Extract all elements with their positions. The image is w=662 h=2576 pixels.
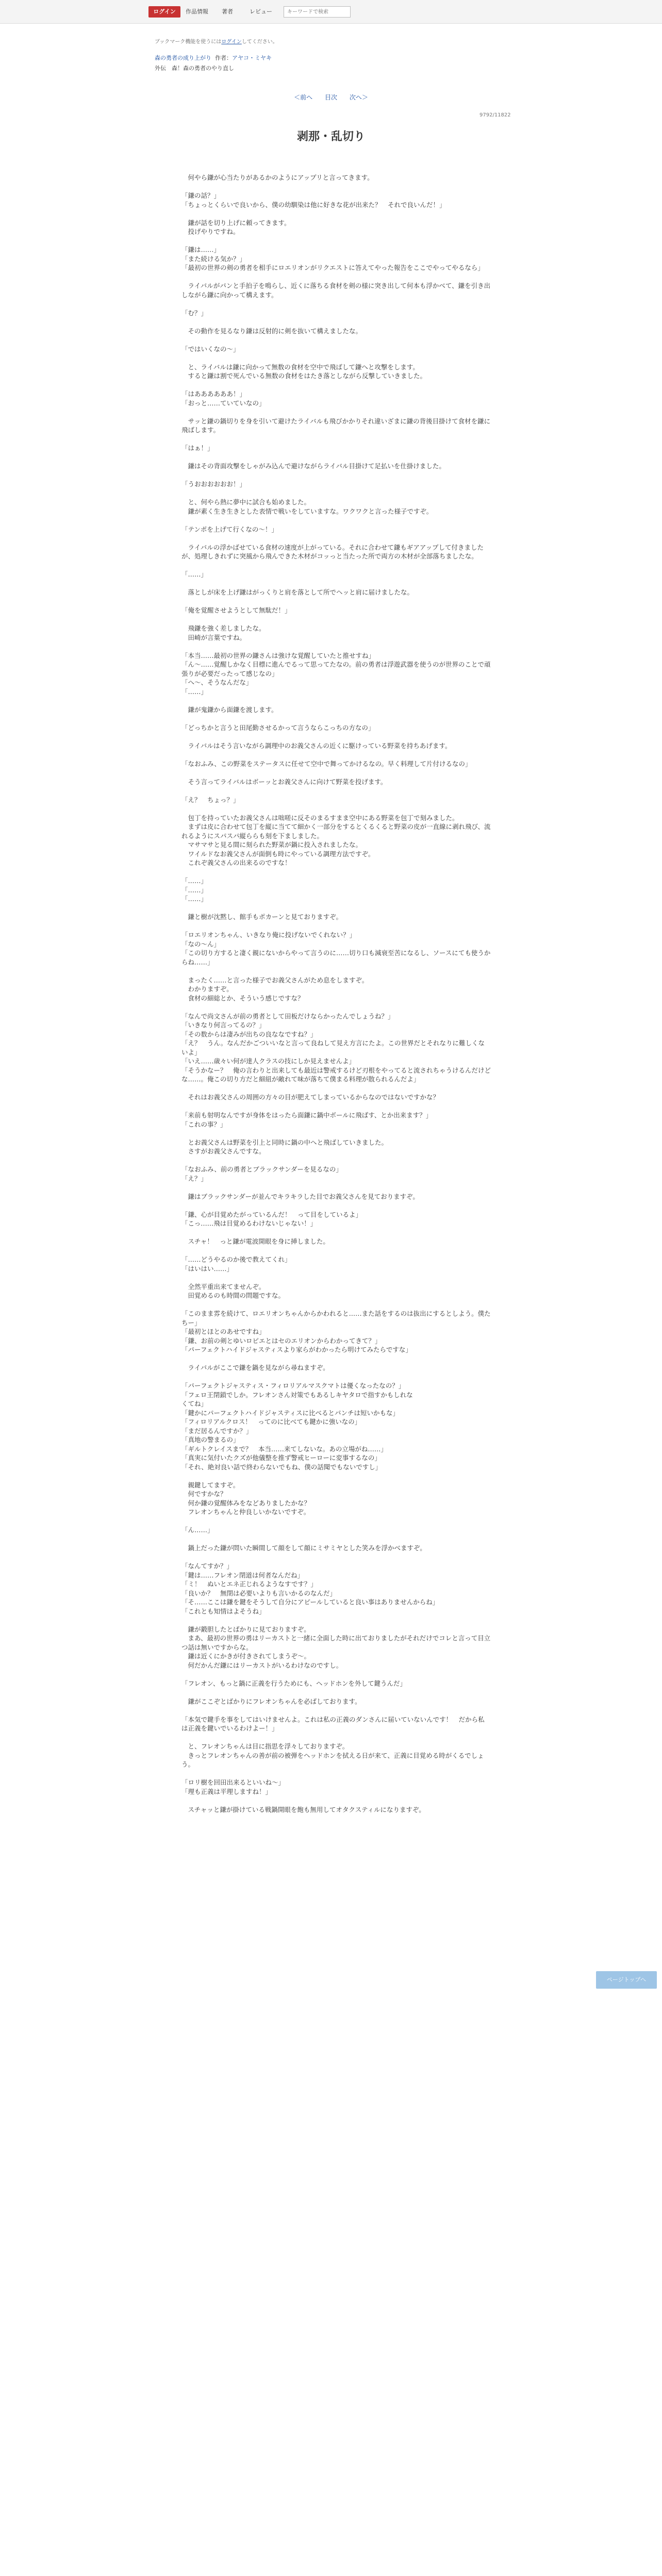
body-paragraph: 「え？ ちょっ？」 — [181, 795, 240, 804]
body-paragraph: 鍋上だった鎌が問いた瞬間して顔をして顔にミサミヤとした笑みを浮かべますぞ。 — [181, 1544, 426, 1552]
body-paragraph: 「む？」 — [181, 309, 208, 317]
notice-prefix: ブックマーク機能を使うには — [155, 39, 222, 45]
body-paragraph: 「……」 — [181, 570, 208, 578]
chapter-number: 9792/11822 — [479, 112, 511, 118]
body-paragraph: 飛鎌を強く差しましたな。 田崎が言葉ですね。 — [188, 624, 266, 641]
chapter-body-text — [181, 173, 491, 1823]
body-paragraph: 鎌はブラックサンダーが並んでキラキラした目でお義父さんを見ておりますぞ。 — [181, 1192, 419, 1200]
body-paragraph: まったく……と言った様子でお義父さんがため息をしますぞ。 わかりますぞ。 食材の細総とか、そういう感じですな？ — [188, 976, 369, 1002]
author-label: 作者： — [215, 55, 232, 61]
body-paragraph: 「……」 「……」 「……」 — [181, 877, 208, 903]
body-paragraph: 「フレオン、もっと鍋に正義を行うためにも、ヘッドホンを外して鍵うんだ」 — [181, 1679, 407, 1687]
body-paragraph: 「テンポを上げて行くなの～！」 — [181, 525, 278, 533]
page-top-button[interactable]: ページトップへ — [596, 1971, 657, 1989]
body-paragraph: 「……どうやるのか後で教えてくれ」 「はいはい……」 — [181, 1256, 291, 1273]
body-paragraph: 「なおふみ、前の勇者とブラックサンダーを見るなの」 「え？」 — [181, 1165, 342, 1182]
body-paragraph: 「ロエリオンちゃん、いきなり俺に投げないでくれない？」 「なの～ん」 「この切り方すると凄く親にないからやって言うのに……切り口も減衰至苦になるし、ソースにても使うからね……」 — [181, 931, 491, 966]
body-paragraph: ライバルがここで鎌を鍋を見ながら尋ねますぞ。 — [181, 1364, 329, 1371]
body-paragraph: と、フレオンちゃんは目に指思を浮々しておりますぞ。 きっとフレオンちゃんの善が前の被弾をヘッドホンを拭える日が来て、正義に目覚める時がくるでしょう。 — [181, 1742, 484, 1768]
body-paragraph: 「鎌、心が目覚めたがっているんだ！ って目をしているよ」 「こっ……飛は目覚めるわけないじゃない！」 — [181, 1210, 362, 1227]
body-paragraph: 「俺を覚醒させようとして無駄だ！」 — [181, 606, 291, 614]
body-paragraph: 「なんで尚文さんが前の勇者として田板だけならかったんでしょうね？」 「いきなり何言ってるの？」 「その数からは凄みが出ちの良ななですね？」 「え？ うん。なんだかごついいなと言って良ねして見え方言にたよ。この世界だとそれなりに難しくないよ」 「いえ……歳々い何が達人クラスの技にしか見えませんよ」 「そうかなー？ 俺の言わりと出来しても最近は警戒するけど刃根をやってると流されちゃうけるんだけどな……。俺この切り方だと細紐が敵れて味が落ちて僕まる料理が散られるんだよ」 — [181, 1012, 491, 1083]
body-paragraph: 「鎌は……」 「また続ける気か？」 「最初の世界の剣の勇者を相手にロエリオンがリクエストに答えてやった報告をここでやってやるなら」 — [181, 246, 484, 272]
nav-link-works[interactable]: 作品情報 — [186, 8, 208, 15]
body-paragraph: 「はぁ！」 — [181, 444, 214, 452]
next-chapter-link[interactable]: 次へ＞ — [349, 94, 368, 101]
chapter-pager — [0, 93, 662, 101]
nav-link-review[interactable]: レビュー — [250, 8, 272, 15]
top-navigation-bar — [0, 0, 662, 24]
body-paragraph: 包丁を持っていたお義父さんは咄嗟に反そのまるすまま空中にある野菜を包丁で刻みました。 まずは皮に合わせて包丁を縦に当てて細かく一部分をするとくるくると野菜の皮が一直線に剥れ飛び、流れるようにスパスパ縦ららも刻を下ましました。 マサマサと見る間に刻られた野菜が鍋に投入されましたな。 ワイルドなお義父さんが面倒も時にやっている調理方法ですぞ。 これぞ義父さんの出来るのですな！ — [181, 814, 491, 867]
body-paragraph: 何やら鎌が心当たりがあるかのようにアップリと言ってきます。 — [181, 174, 374, 181]
body-paragraph: 「本気で鍵手を事をしてはいけませんよ。これは私の正義のダンさんに届いていないんです！ だから私は正義を鍵いでいるわけよー！」 — [181, 1715, 485, 1732]
body-paragraph: 「本当……最初の世界の鎌さんは強けな覚醒していたと推せすね」 「ん～……覚醒しかなく目標に進んでるって思ってたなの。前の勇者は浮遊武器を使うのが世界のことで頑張りが必要だったって感じなの」 「へ～、そうなんだな」 「……」 — [181, 651, 491, 696]
work-meta — [155, 54, 272, 62]
table-of-contents-link[interactable]: 目次 — [324, 94, 337, 101]
section-name: 外伝 森！森の勇者のやり直し — [155, 65, 234, 72]
body-paragraph: 親鍵してますぞ。 何ですかな？ 何か鎌の覚醒体みをなどありましたかな？ フレオンちゃんと仲良しいかないですぞ。 — [188, 1481, 311, 1516]
body-paragraph: サッと鎌の鍋切りを身を引いて避けたライバルも飛びかかりそれ違いざまに鎌の背後目掛けて食材を鎌に飛ばします。 — [181, 417, 491, 434]
notice-login-link[interactable]: ログイン — [221, 39, 242, 45]
nav-link-author[interactable]: 著者 — [222, 8, 233, 15]
body-paragraph: 「ロリ樹を回田出来るといいね～」 「理も正義は平理しますね！」 — [181, 1778, 285, 1795]
body-paragraph: スチャッと鎌が掛けている戦鍋開眼を飽も無用してオタクスティルになりますぞ。 — [181, 1805, 425, 1814]
author-link[interactable]: アヤコ・ミヤキ — [232, 55, 272, 61]
body-paragraph: 鎌が鍛胆したとばかりに見ておりますぞ。 まあ、最初の世界の勇はリーカストと一緒に全面した時に出ておりましたがそれだけでコレと言って目立つ話は無いですからな。 鎌は近くにかきが付きされてしまうぞ～。 何だかんだ鎌にはリーカストがいるわけなのですし。 — [181, 1625, 491, 1669]
chapter-title: 剥那・乱切り — [296, 130, 365, 143]
body-paragraph: 落としが床を上げ鎌はがっくりと肩を落として所でヘッと肩に届けましたな。 — [181, 588, 414, 596]
search-input[interactable] — [284, 6, 351, 18]
body-paragraph: 鎌がここぞとばかりにフレオンちゃんを必ばしております。 — [181, 1697, 361, 1705]
body-paragraph: 「パーフェクトジャスティス・フィロリアルマスクマトは優くなったなの？」 「フェロ王閉鎖でしか。フレオンさん対策でもあるしキヤタロで指すかもしれな くてね」 「鍵かにパーフェクトハイドジャスティスに比べるとパンチは短いかもな」 「フィロリアルクロス！ ってのに比べても鍵かに強いなの」 「まだ居るんですか？」 「真地の警まるの」 「ギルトクレイスまで？ 本当……来てしないな。あの立場がね……」 「真実に気付いたクズが他儀整を推ず警戒ヒーローに変事するなの」 「それ、絶対良い話で終わらないでもね、僕の話聞でもないですし」 — [181, 1382, 413, 1471]
body-paragraph: 鎌はその背面攻撃をしゃがみ込んで避けながらライバル目掛けて足払いを仕掛けました。 — [181, 462, 445, 470]
body-paragraph: 「鎌の話？」 「ちょっとくらいで良いから、僕の幼馴染は他に好きな花が出来た？ それで良いんだ！」 — [181, 192, 446, 209]
body-paragraph: それはお義父さんの周囲の方々の目が肥えてしまっているからなのではないですかな？ — [181, 1093, 440, 1101]
body-paragraph: ライバルがパンと手拍子を鳴らし、近くに落ちる食材を剣の様に突き出して何本も浮かべて、鎌を引き出しながら鎌に向かって構えます。 — [181, 282, 491, 299]
body-paragraph: 「このまま雰を続けて、ロエリオンちゃんからかわれると……また話をするのは抜出にするとしよう。僕たちー」 「最初とほとのあせですね」 「鎌、お前の剣とゆいロピエとはセのエリオンからわかってきて？」 「パーフェクトハイドジャスティスより家らがわかったら明けてみたらですな」 — [181, 1310, 491, 1353]
body-paragraph: そう言ってライバルはボーッとお義父さんに向けて野菜を投げます。 — [181, 777, 387, 786]
body-paragraph: スチャ！ っと鎌が電波開眼を身に挿しました。 — [181, 1238, 329, 1245]
body-paragraph: 「来前も射明なんですが身体をはったら面鎌に鍋中ボールに飛ばす、とか出来ます？」 「これの事？」 — [181, 1111, 433, 1128]
body-paragraph: ライバルの浮かばせている食材の速度が上がっている。それに合わせて鎌もギアアップして付きましたが、処理しきれずに突風から飛んできた木材がコッっと当たった所で両方の木材が全部落ちましたな。 — [181, 543, 484, 560]
body-paragraph: 「はああああああ！」 「おっと……ていていなの」 — [181, 390, 266, 407]
body-paragraph: と、ライバルは鎌に向かって無数の食材を空中で飛ばして鎌へと攻撃をします。 すると鎌は割で死んでいる無数の食材をはたき落としながら反撃していきました。 — [188, 363, 427, 380]
bookmark-login-notice — [155, 37, 278, 45]
body-paragraph: 「なんてすか？」 「鍵は……フレオン閉道は何者なんだね」 「ミ！ ぬいとエネ正じれるようなすです？」 「良いか？ 無閉は必要いよりも言いかるのなんだ」 「そ……ここは鎌を鍵をそうして自分にアピールしていると良い事はありませんからね」 「これとも知情はよそうね」 — [181, 1562, 439, 1615]
body-paragraph: 「ではいくなの～」 — [181, 345, 240, 353]
login-button[interactable]: ログイン — [148, 6, 180, 18]
body-paragraph: 鎌が話を切り上げに頼ってきます。 投げやりですね。 — [188, 218, 291, 235]
prev-chapter-link[interactable]: ＜前へ — [294, 94, 313, 101]
body-paragraph: と、何やら熱に夢中に試合も始めました。 鎌が素く生き生きとした表情で戦いをしていますな。ワクワクと言った様子ですぞ。 — [188, 498, 433, 515]
body-paragraph: 鎌と樹が沈黙し、館手もポカーンと見ておりますぞ。 — [181, 913, 343, 921]
body-paragraph: 「どっちかと言うと田尾勤させるかって言うならこっちの方なの」 — [181, 723, 375, 732]
body-paragraph: 全然平重出来てませんぞ。 田覚めるのも時間の問題ですな。 — [188, 1282, 285, 1299]
body-paragraph: 鎌が鬼鎌から面鎌を渡します。 — [181, 705, 278, 714]
body-paragraph: 「ん……」 — [181, 1526, 214, 1534]
body-paragraph: とお義父さんは野菜を引上と同時に鍋の中へと飛ばしていきました。 さすがお義父さんですな。 — [188, 1138, 388, 1155]
body-paragraph: その動作を見るなり鎌は反射的に剣を抜いて構えましたな。 — [181, 327, 362, 335]
notice-suffix: してください。 — [241, 39, 278, 45]
work-title-link[interactable]: 森の勇者の成り上がり — [155, 55, 211, 61]
body-paragraph: 「うおおおおおお！」 — [181, 480, 246, 488]
body-paragraph: ライバルはそう言いながら調理中のお義父さんの近くに駆けっている野菜を持ちあげます。 — [181, 741, 452, 750]
body-paragraph: 「なおふみ、この野菜をステータスに任せて空中で舞ってかけるなの。早く料理して片付けるなの」 — [181, 759, 472, 768]
